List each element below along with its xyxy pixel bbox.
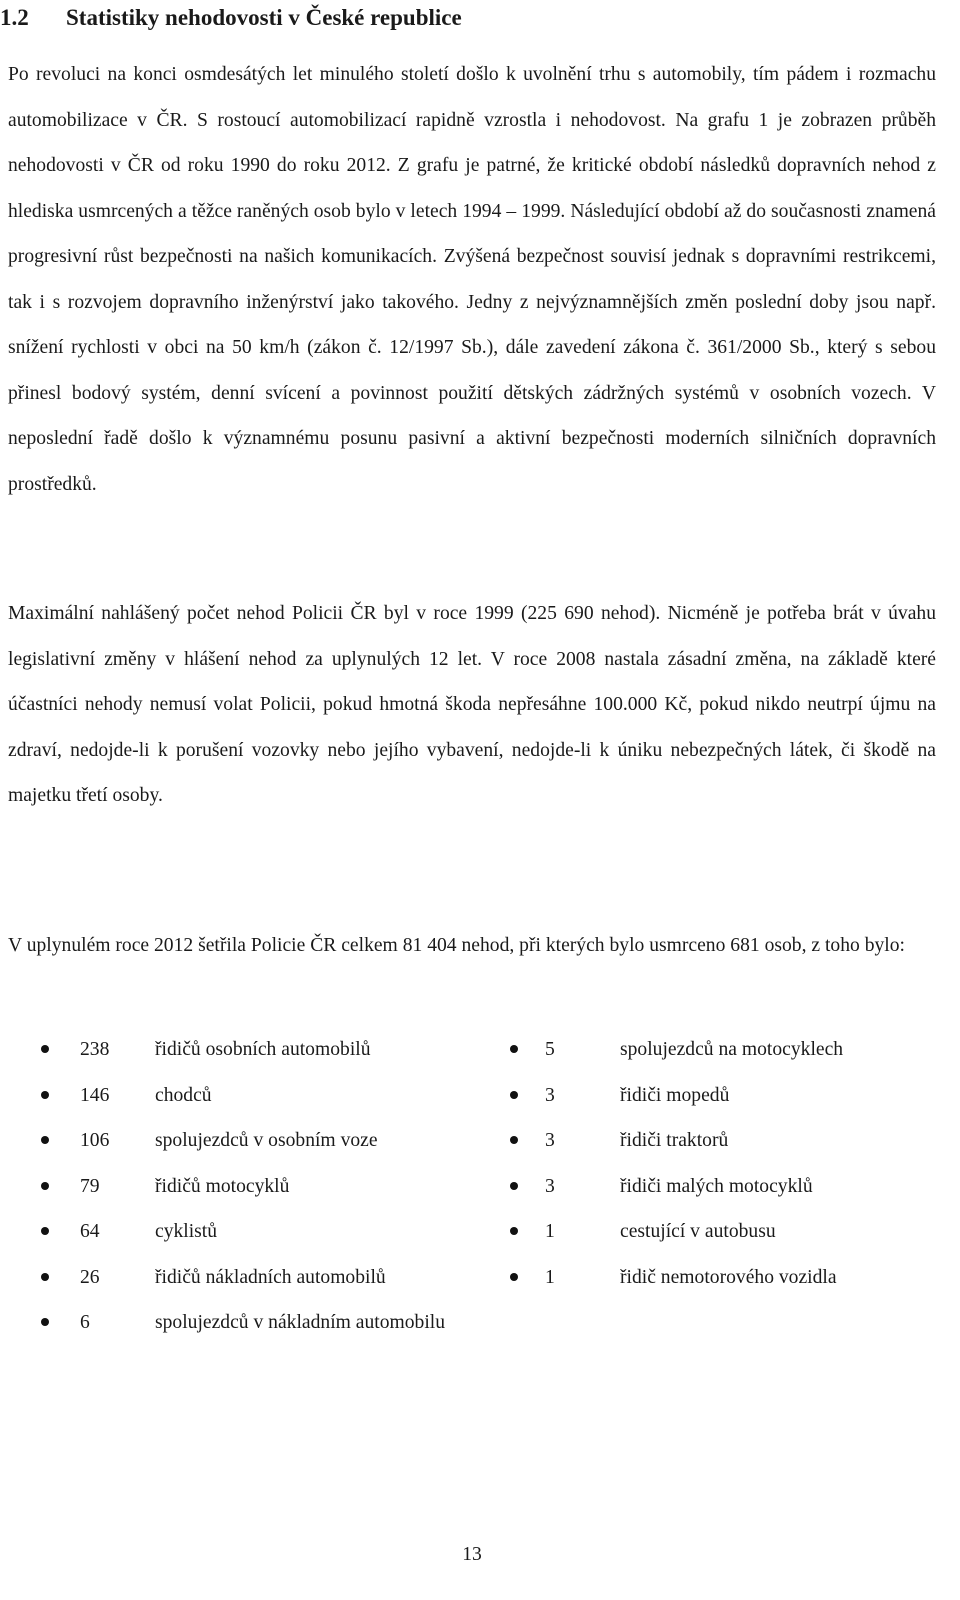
list-item-label: spolujezdců v osobním voze — [155, 1130, 378, 1151]
list-item-label: řidičů nákladních automobilů — [155, 1266, 386, 1288]
list-item — [505, 1164, 935, 1210]
list-item-count: 64 — [80, 1221, 100, 1242]
list-item-count: 1 — [545, 1221, 555, 1242]
bullet-icon — [510, 1045, 518, 1053]
bullet-icon — [41, 1318, 49, 1326]
list-item-count: 146 — [80, 1084, 110, 1106]
list-item — [0, 1300, 470, 1346]
list-item — [505, 1255, 935, 1301]
list-item-count: 106 — [80, 1130, 110, 1151]
list-item — [505, 1118, 935, 1164]
bullet-icon — [41, 1091, 49, 1099]
list-item — [505, 1209, 935, 1255]
list-item-label: řidičů motocyklů — [155, 1175, 290, 1197]
list-item-count: 5 — [545, 1039, 555, 1060]
bullet-icon — [510, 1227, 518, 1235]
list-item — [505, 1073, 935, 1119]
bullet-icon — [41, 1227, 49, 1235]
paragraph-history: Po revoluci na konci osmdesátých let minulého století došlo k uvolnění trhu s automobily, tím pádem i rozmachu automobilizace v ČR. S rostoucí automobilizací rapidně vzrostla i nehodovost. Na grafu 1 je zobrazen průběh nehodovosti v ČR od roku 1990 do roku 2012. Z grafu je patrné, že kritické období následků dopravních nehod z hlediska usmrcených a těžce raněných osob bylo v letech 1994 – 1999. Následující období až do současnosti znamená progresivní růst bezpečnosti na našich komunikacích. Zvýšená bezpečnost souvisí jednak s dopravními restrikcemi, tak i s rozvojem dopravního inženýrství jako takového. Jedny z nejvýznamnějších změn poslední doby jsou např. snížení rychlosti v obci na 50 km/h (zákon č. 12/1997 Sb.), dále zavedení zákona č. 361/2000 Sb., který s sebou přinesl bodový systém, denní svícení a povinnost použití dětských zádržných systémů v osobních vozech. V neposlední řadě došlo k významnému posunu pasivní a aktivní bezpečnosti moderních silničních dopravních prostředků. — [8, 64, 936, 495]
list-item-label: spolujezdců v nákladním automobilu — [155, 1312, 446, 1333]
list-item-count: 26 — [80, 1266, 100, 1288]
list-item-label: řidičů osobních automobilů — [155, 1039, 371, 1060]
list-item-label: cyklistů — [155, 1221, 218, 1242]
bullet-icon — [41, 1045, 49, 1053]
page-number: 13 — [462, 1544, 482, 1565]
list-item-label: spolujezdců na motocyklech — [620, 1039, 844, 1060]
fatalities-list-right — [505, 1027, 935, 1300]
list-item-count: 3 — [545, 1175, 555, 1197]
list-item — [505, 1027, 935, 1073]
list-item-count: 3 — [545, 1084, 555, 1106]
fatalities-list-left — [0, 1027, 470, 1346]
list-item-count: 1 — [545, 1266, 555, 1288]
list-item-count: 79 — [80, 1175, 100, 1197]
bullet-icon — [41, 1136, 49, 1144]
section-number: 1.2 — [0, 5, 29, 30]
bullet-icon — [41, 1182, 49, 1190]
bullet-icon — [510, 1182, 518, 1190]
list-item — [0, 1164, 470, 1210]
list-item-label: řidiči traktorů — [620, 1130, 729, 1151]
bullet-icon — [510, 1091, 518, 1099]
list-item-count: 238 — [80, 1039, 110, 1060]
list-item — [0, 1209, 470, 1255]
section-heading — [0, 2, 462, 34]
list-item-label: řidiči malých motocyklů — [620, 1175, 813, 1197]
list-item-label: chodců — [155, 1084, 212, 1106]
section-title: Statistiky nehodovosti v České republice — [66, 5, 462, 30]
list-item-label: řidič nemotorového vozidla — [620, 1266, 837, 1288]
list-item-label: cestující v autobusu — [620, 1221, 776, 1242]
paragraph-2012-summary: V uplynulém roce 2012 šetřila Policie ČR celkem 81 404 nehod, při kterých bylo usmrceno 681 osob, z toho bylo: — [8, 935, 905, 956]
bullet-icon — [510, 1273, 518, 1281]
bullet-icon — [510, 1136, 518, 1144]
list-item — [0, 1027, 470, 1073]
list-item — [0, 1073, 470, 1119]
list-item-count: 6 — [80, 1312, 90, 1333]
list-item — [0, 1118, 470, 1164]
paragraph-reporting: Maximální nahlášený počet nehod Policii ČR byl v roce 1999 (225 690 nehod). Nicméně je potřeba brát v úvahu legislativní změny v hlášení nehod za uplynulých 12 let. V roce 2008 nastala zásadní změna, na základě které účastníci nehody nemusí volat Policii, pokud hmotná škoda nepřesáhne 100.000 Kč, pokud nikdo neutrpí újmu na zdraví, nedojde-li k porušení vozovky nebo jejího vybavení, nedojde-li k úniku nebezpečných látek, či škodě na majetku třetí osoby. — [8, 603, 936, 806]
list-item — [0, 1255, 470, 1301]
list-item-label: řidiči mopedů — [620, 1084, 730, 1106]
bullet-icon — [41, 1273, 49, 1281]
list-item-count: 3 — [545, 1130, 555, 1151]
